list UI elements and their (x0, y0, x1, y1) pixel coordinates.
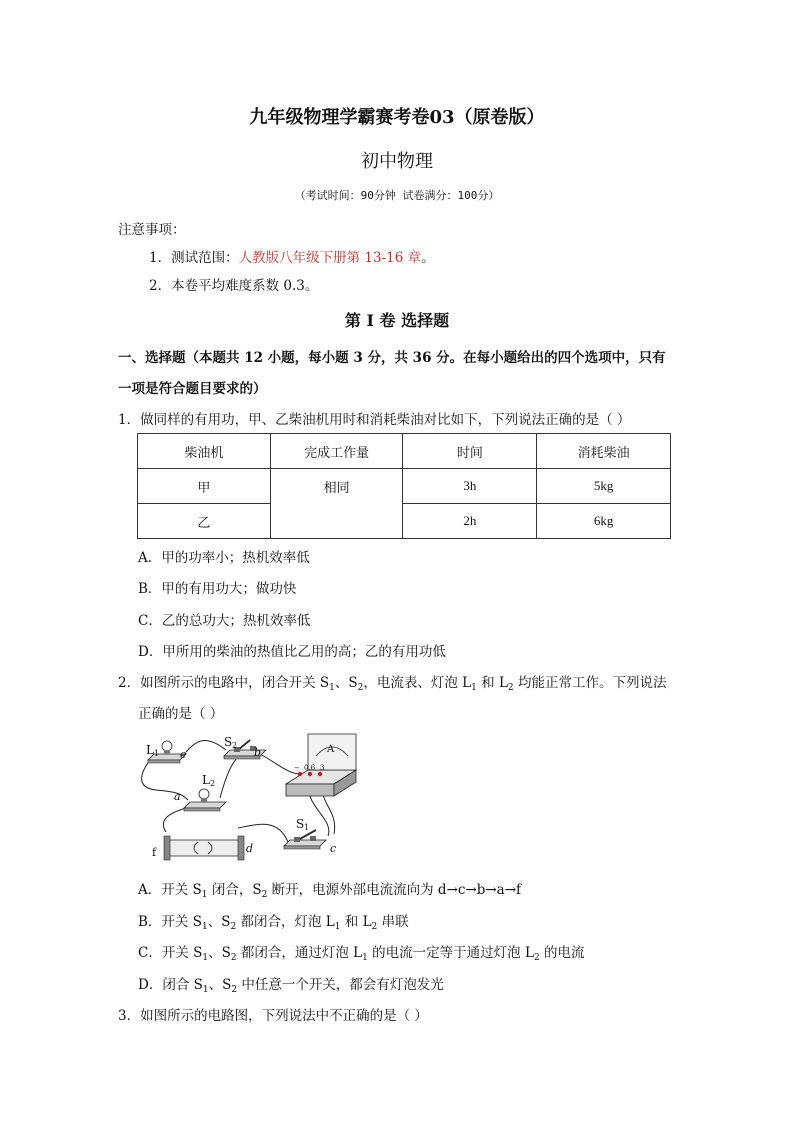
table-cell: 乙 (138, 504, 271, 539)
notes-item-1-scope: 人教版八年级下册第 13-16 章 (238, 250, 422, 266)
q2-option-b-part: 和 L (340, 914, 372, 930)
subscript: 2 (261, 890, 268, 900)
label-ammeter-a: A (327, 744, 335, 755)
q2-option-c-part: 的电流 (539, 945, 585, 961)
circuit-figure (138, 728, 368, 864)
q2-option-a-part: 断开，电源外部电流流向为 d→c→b→a→f (267, 882, 522, 898)
label-node-c: c (330, 842, 337, 855)
label-subscript: 1 (304, 823, 310, 832)
subscript: 2 (230, 953, 237, 963)
notes-heading: 注意事项： (118, 222, 186, 238)
table-cell: 6kg (537, 504, 671, 539)
q1-table (137, 433, 671, 539)
exam-subtitle: 初中物理 (361, 151, 433, 172)
label-ammeter-minus: − (294, 764, 300, 772)
q1-option-a: A．甲的功率小；热机效率低 (138, 550, 310, 566)
table-cell: 甲 (138, 469, 271, 504)
label-lamp-l1: L (146, 743, 154, 757)
label-switch-s1: S (296, 817, 305, 831)
label-node-d: d (246, 842, 254, 855)
q2-option-d-part: 、S (208, 977, 232, 993)
q2-option-b (138, 910, 409, 930)
q2-stem-part: 、S (334, 675, 358, 691)
label-node-f: f (152, 846, 157, 859)
q2-option-d (138, 973, 444, 993)
q2-option-a-part: A．开关 S (138, 882, 202, 898)
lamp-l2 (184, 789, 226, 811)
subscript: 1 (202, 953, 209, 963)
label-subscript: 2 (232, 741, 238, 750)
subscript: 2 (371, 922, 378, 932)
wire (142, 760, 188, 800)
label-switch-s2: S (224, 735, 233, 749)
q2-stem-part: 和 L (476, 675, 508, 691)
q2-option-d-part: 中任意一个开关，都会有灯泡发光 (237, 977, 444, 993)
subscript: 1 (201, 890, 208, 900)
wire (186, 740, 226, 752)
subscript: 2 (230, 922, 237, 932)
subscript: 1 (202, 985, 209, 995)
label-ammeter-scale-3: 3 (320, 764, 325, 772)
q2-stem-part: 2．如图所示的电路中，闭合开关 S (118, 675, 330, 691)
table-row (138, 469, 671, 504)
section-title: 第 I 卷 选择题 (344, 311, 450, 330)
q2-option-c-part: 都闭合，通过灯泡 L (236, 945, 363, 961)
wire (238, 824, 288, 842)
switch-s1 (284, 830, 326, 849)
table-header-cell: 柴油机 (138, 434, 271, 469)
section-instruction-line-2: 一项是符合题目要求的） (118, 381, 267, 397)
exam-info: （考试时间：90分钟 试卷满分：100分） (294, 189, 500, 202)
q2-option-a (138, 878, 521, 898)
notes-item-2: 2．本卷平均难度系数 0.3。 (149, 278, 319, 294)
label-node-b: b (254, 746, 262, 759)
subscript: 2 (357, 683, 364, 693)
q1-option-d: D．甲所用的柴油的热值比乙用的高；乙的有用功低 (138, 644, 446, 660)
q1-option-b: B．甲的有用功大；做功快 (138, 581, 297, 597)
subscript: 1 (201, 922, 208, 932)
wire (260, 754, 298, 774)
q2-option-d-part: D．闭合 S (138, 977, 203, 993)
battery (164, 836, 244, 860)
table-header-cell: 消耗柴油 (537, 434, 671, 469)
q2-stem-part: 均能正常工作。下列说法 (513, 675, 667, 691)
table-header-row (138, 434, 671, 469)
q2-option-b-part: B．开关 S (138, 914, 202, 930)
table-row (138, 504, 671, 539)
q2-option-c-part: 、S (208, 945, 231, 961)
subscript: 2 (507, 683, 514, 693)
subscript: 1 (471, 683, 477, 693)
table-cell: 2h (403, 504, 537, 539)
q2-option-b-part: 都闭合，灯泡 L (236, 914, 335, 930)
subscript: 1 (362, 953, 368, 963)
subscript: 2 (533, 953, 540, 963)
label-node-a: a (174, 790, 181, 803)
label-subscript: 2 (210, 779, 216, 788)
q2-option-c-part: 的电流一定等于通过灯泡 L (367, 945, 534, 961)
q1-stem: 1．做同样的有用功，甲、乙柴油机用时和消耗柴油对比如下，下列说法正确的是（ ） (118, 412, 631, 428)
q1-option-c: C．乙的总功大；热机效率低 (138, 613, 311, 629)
q2-option-b-part: 、S (207, 914, 231, 930)
subscript: 1 (329, 683, 335, 693)
q2-stem-line-2: 正确的是（ ） (138, 706, 224, 722)
label-subscript: 1 (154, 749, 160, 758)
subscript: 2 (231, 985, 238, 995)
section-instruction-line-1: 一、选择题（本题共 12 小题，每小题 3 分，共 36 分。在每小题给出的四个选项中，只有 (118, 350, 666, 366)
table-header-cell: 完成工作量 (270, 434, 403, 469)
q2-stem-part: ，电流表、灯泡 L (363, 675, 472, 691)
label-ammeter-scale-06: 0.6 (304, 764, 316, 772)
notes-item-1-suffix: 。 (421, 250, 435, 266)
q2-option-c-part: C．开关 S (138, 945, 203, 961)
notes-item-1 (149, 246, 435, 266)
exam-title: 九年级物理学霸赛考卷03（原卷版） (249, 107, 545, 128)
q2-option-a-part: 闭合，S (207, 882, 262, 898)
table-cell-merged: 相同 (270, 469, 403, 539)
table-cell: 5kg (537, 469, 671, 504)
label-node-e: e (180, 748, 187, 761)
notes-item-1-prefix: 1．测试范围： (149, 250, 239, 266)
table-cell: 3h (403, 469, 537, 504)
q2-stem (118, 671, 666, 691)
subscript: 1 (334, 922, 341, 932)
q2-option-c (138, 941, 584, 961)
table-header-cell: 时间 (403, 434, 537, 469)
label-lamp-l2: L (202, 773, 210, 787)
q2-option-b-part: 串联 (377, 914, 409, 930)
q3-stem: 3．如图所示的电路图，下列说法中不正确的是（ ） (118, 1008, 428, 1024)
